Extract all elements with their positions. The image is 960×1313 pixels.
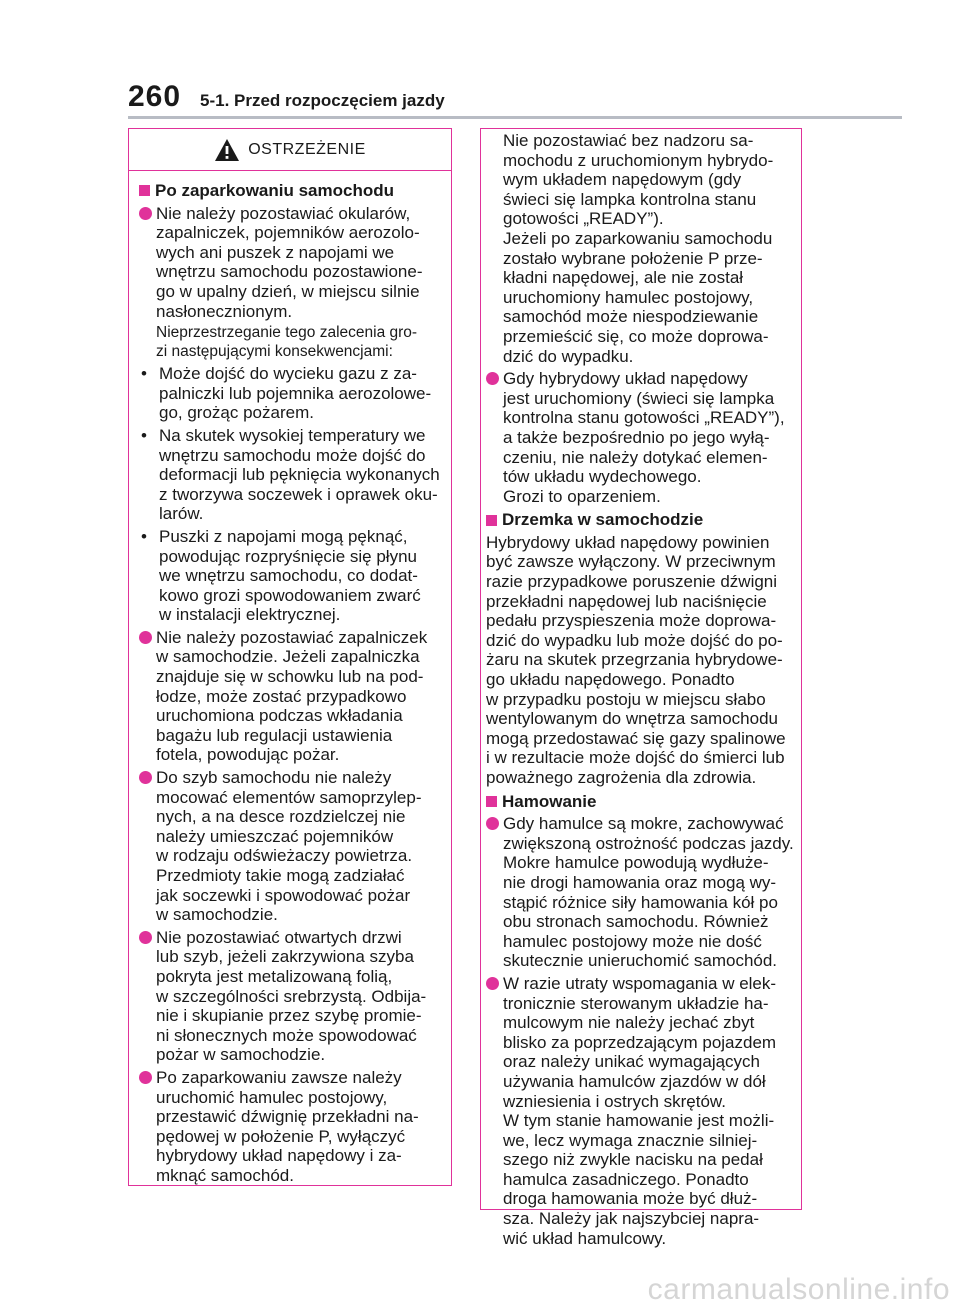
page-header [128,80,445,114]
list-item [139,1068,445,1186]
circle-bullet-icon [139,1071,152,1084]
list-item-text: Nie należy pozostawiać zapalniczek w samochodzie. Jeżeli zapalniczka znajduje się w schowku lub na pod- łodze, może zostać przypadkowo uruchomiona podczas wkładania bagażu lub regulacji ustawienia fotela, powodując pożar. [156,627,428,765]
circle-bullet-icon [139,931,152,944]
list-item [486,369,795,506]
subheading-text: Hamowanie [502,791,597,811]
subheading-parking [139,181,445,201]
bullet-mark: • [141,364,147,384]
list-item [139,628,445,765]
continued-text: Nie pozostawiać bez nadzoru sa- mochodu z uruchomionym hybrydo- wym układem napędowym (gdy świeci się lampka kontrolna stanu gotowości „READY”). Jeżeli po zaparkowaniu samochodu zostało wybrane położenie P prze- kładni napędowej, ale nie został uruchomiony hamulec postojowy, samochód może niespodziewanie przemieścić się, co może doprowa- dzić do wypadku. [503,131,774,366]
subheading-text: Drzemka w samochodzie [502,510,704,530]
list-item-text: Gdy hybrydowy układ napędowy jest uruchomiony (świeci się lampka kontrolna stanu gotowości „READY”), a także bezpośrednio po jego wyłą- czeniu, nie należy dotykać elemen- tów układu wydechowego. Grozi to oparzeniem. [503,369,785,506]
circle-bullet-icon [486,817,499,830]
circle-bullet-icon [139,207,152,220]
subheading-nap [486,510,795,530]
list-item-text: Po zaparkowaniu zawsze należy uruchomić hamulec postojowy, przestawić dźwignię przekładni na- pędowej w położenie P, wyłączyć hybrydowy układ napędowy i za- mknąć samochód. [156,1067,419,1185]
list-item-text: Nie należy pozostawiać okularów, zapalniczek, pojemników aerozolo- wych ani puszek z napojami we wnętrzu samochodu pozostawione- go w upalny dzień, w miejscu silnie nasłonecznionym. [156,203,423,321]
paragraph: Hybrydowy układ napędowy powinien być zawsze wyłączony. W przeciwnym razie przypadkowe poruszenie dźwigni przekładni napędowej lub naciśnięcie pedału przyspieszenia może doprowa- dzić do wypadku lub może dojść do po- żaru na skutek przegrzania hybrydowe- go układu napędowego. Ponadto w przypadku postoju w miejscu słabo wentylowanym do wnętrza samochodu mogą przedostawać się gazy spalinowe i w rezultacie może dojść do śmierci lub poważnego zagrożenia dla zdrowia. [486,532,786,787]
list-item-text: W razie utraty wspomagania w elek- tronicznie sterowanym układzie ha- mulcowym nie należy jechać zbyt blisko za poprzedzającym pojazdem oraz należy unikać wymagających używania hamulców zjazdów w dół wzniesienia i ostrych skrętów. W tym stanie hamowanie jest możli- we, lecz wymaga znacznie silniej- szego niż zwykle nacisku na pedał hamulca zasadniczego. Ponadto droga hamowania może być dłuż- sza. Należy jak najszybciej napra- wić układ hamulcowy. [503,973,777,1248]
circle-bullet-icon [139,771,152,784]
page-number: 260 [128,80,182,113]
bullet-mark: • [141,526,147,546]
square-bullet-icon [486,796,497,807]
section-title: 5-1. Przed rozpoczęciem jazdy [200,91,445,110]
list-item [139,364,445,423]
bullet-mark: • [141,425,147,445]
circle-bullet-icon [486,977,499,990]
subheading-braking [486,792,795,812]
list-item-text: Na skutek wysokiej temperatury we wnętrzu samochodu może dojść do deformacji lub pęknięcia wykonanych z tworzywa soczewek i oprawek oku- larów. [159,425,440,524]
list-item [139,928,445,1065]
header-divider [128,116,902,119]
warning-box-right [480,128,802,1248]
list-item-text: Puszki z napojami mogą pęknąć, powodując rozpryśnięcie się płynu we wnętrzu samochodu, co dodat- kowo grozi spowodowaniem zwarć w instalacji elektrycznej. [159,526,421,625]
list-item [486,974,795,1248]
square-bullet-icon [486,515,497,526]
warning-header [129,129,451,171]
warning-triangle-icon [214,138,240,162]
list-item [139,527,445,625]
list-item [139,768,445,925]
list-item [486,814,795,971]
list-item-text: Nie pozostawiać otwartych drzwi lub szyb, jeżeli zakrzywiona szyba pokryta jest metalizowaną folią, w szczególności srebrzystą. Odbija- nie i skupianie przez szybę promie- ni słonecznych może spowodować pożar w samochodzie. [156,927,427,1065]
warning-box-left [128,128,452,1186]
list-item [139,204,445,322]
square-bullet-icon [139,185,150,196]
circle-bullet-icon [486,372,499,385]
note-text: Nieprzestrzeganie tego zalecenia gro- zi następującymi konsekwencjami: [156,324,418,360]
warning-title: OSTRZEŻENIE [248,140,366,158]
list-item-text: Gdy hamulce są mokre, zachowywać zwiększoną ostrożność podczas jazdy. Mokre hamulce powodują wydłuże- nie drogi hamowania oraz mogą wy- stąpić różnice siły hamowania kół po obu stronach samochodu. Również hamulec postojowy może nie dość skutecznie unieruchomić samochód. [503,814,794,971]
subheading-text: Po zaparkowaniu samochodu [155,181,394,200]
list-item [139,426,445,524]
watermark: carmanualsonline.info [647,1273,950,1306]
list-item-text: Do szyb samochodu nie należy mocować elementów samoprzylep- nych, a na desce rozdzielczej nie należy umieszczać pojemników w rodzaju odświeżaczy powietrza. Przedmioty takie mogą zadziałać jak soczewki i spowodować pożar w samochodzie. [156,768,422,925]
list-item-text: Może dojść do wycieku gazu z za- palniczki lub pojemnika aerozolowe- go, grożąc pożarem. [159,364,432,423]
circle-bullet-icon [139,631,152,644]
